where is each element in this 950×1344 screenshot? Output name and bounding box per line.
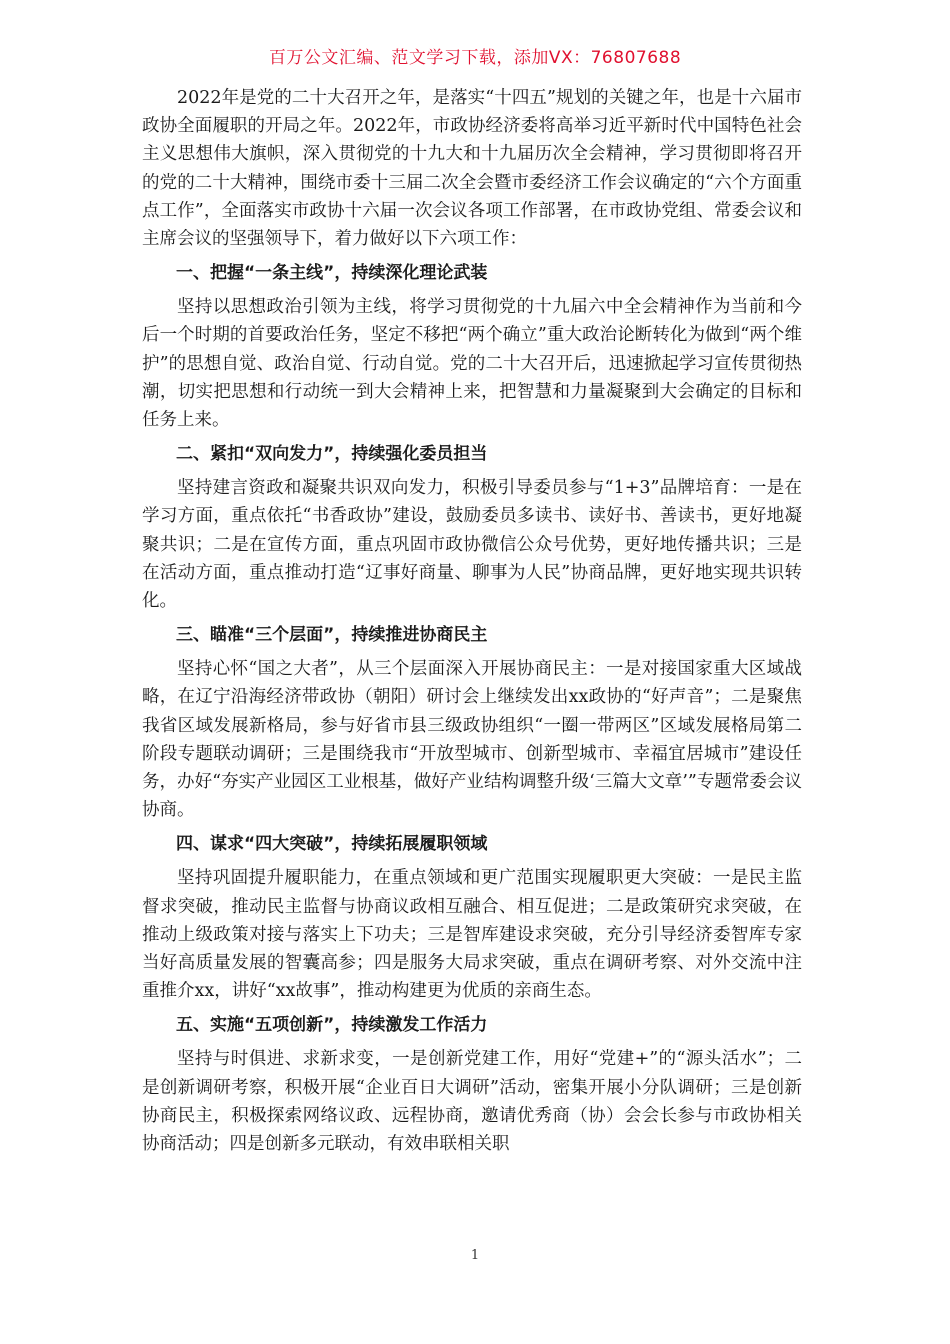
section-heading: 五、实施“五项创新”，持续激发工作活力	[176, 1015, 488, 1036]
section-5	[142, 1011, 802, 1158]
section-2	[142, 440, 802, 615]
section-1	[142, 259, 802, 434]
section-heading: 二、紧扣“双向发力”，持续强化委员担当	[176, 444, 488, 465]
document-body	[142, 84, 802, 1158]
intro-paragraph: 2022年是党的二十大召开之年，是落实“十四五”规划的关键之年，也是十六届市政协全面履职的开局之年。2022年，市政协经济委将高举习近平新时代中国特色社会主义思想伟大旗帜，深入贯彻党的十九大和十九届历次全会精神，学习贯彻即将召开的党的二十大精神，围绕市委十三届二次全会暨市委经济工作会议确定的“六个方面重点工作”，全面落实市政协十六届一次会议各项工作部署，在市政协党组、常委会议和主席会议的坚强领导下，着力做好以下六项工作：	[142, 88, 802, 250]
section-heading: 四、谋求“四大突破”，持续拓展履职领域	[176, 834, 488, 855]
section-paragraph: 坚持以思想政治引领为主线，将学习贯彻党的十九届六中全会精神作为当前和今后一个时期的首要政治任务，坚定不移把“两个确立”重大政治论断转化为做到“两个维护”的思想自觉、政治自觉、行动自觉。党的二十大召开后，迅速掀起学习宣传贯彻热潮，切实把思想和行动统一到大会精神上来，把智慧和力量凝聚到大会确定的目标和任务上来。	[142, 297, 802, 431]
section-heading: 一、把握“一条主线”，持续深化理论武装	[176, 263, 488, 284]
section-paragraph: 坚持巩固提升履职能力，在重点领域和更广范围实现履职更大突破：一是民主监督求突破，推动民主监督与协商议政相互融合、相互促进；二是政策研究求突破，在推动上级政策对接与落实上下功夫；三是智库建设求突破，充分引导经济委智库专家当好高质量发展的智囊高参；四是服务大局求突破，重点在调研考察、对外交流中注重推介xx，讲好“xx故事”，推动构建更为优质的亲商生态。	[142, 868, 802, 1002]
section-4	[142, 830, 802, 1005]
page-number: 1	[470, 1248, 480, 1263]
section-3	[142, 621, 802, 824]
section-paragraph: 坚持建言资政和凝聚共识双向发力，积极引导委员参与“1+3”品牌培育：一是在学习方面，重点依托“书香政协”建设，鼓励委员多读书、读好书、善读书，更好地凝聚共识；二是在宣传方面，重点巩固市政协微信公众号优势，更好地传播共识；三是在活动方面，重点推动打造“辽事好商量、聊事为人民”协商品牌，更好地实现共识转化。	[142, 478, 802, 612]
watermark-banner: 百万公文汇编、范文学习下载，添加VX：76807688	[268, 48, 682, 68]
section-paragraph: 坚持与时俱进、求新求变，一是创新党建工作，用好“党建+”的“源头活水”；二是创新调研考察，积极开展“企业百日大调研”活动，密集开展小分队调研；三是创新协商民主，积极探索网络议政、远程协商，邀请优秀商（协）会会长参与市政协相关协商活动；四是创新多元联动，有效串联相关职	[142, 1049, 802, 1155]
section-paragraph: 坚持心怀“国之大者”，从三个层面深入开展协商民主：一是对接国家重大区域战略，在辽宁沿海经济带政协（朝阳）研讨会上继续发出xx政协的“好声音”；二是聚焦我省区域发展新格局，参与好省市县三级政协组织“一圈一带两区”区域发展格局第二阶段专题联动调研；三是围绕我市“开放型城市、创新型城市、幸福宜居城市”建设任务，办好“夯实产业园区工业根基，做好产业结构调整升级‘三篇大文章’”专题常委会议协商。	[142, 659, 802, 821]
section-heading: 三、瞄准“三个层面”，持续推进协商民主	[176, 625, 488, 646]
